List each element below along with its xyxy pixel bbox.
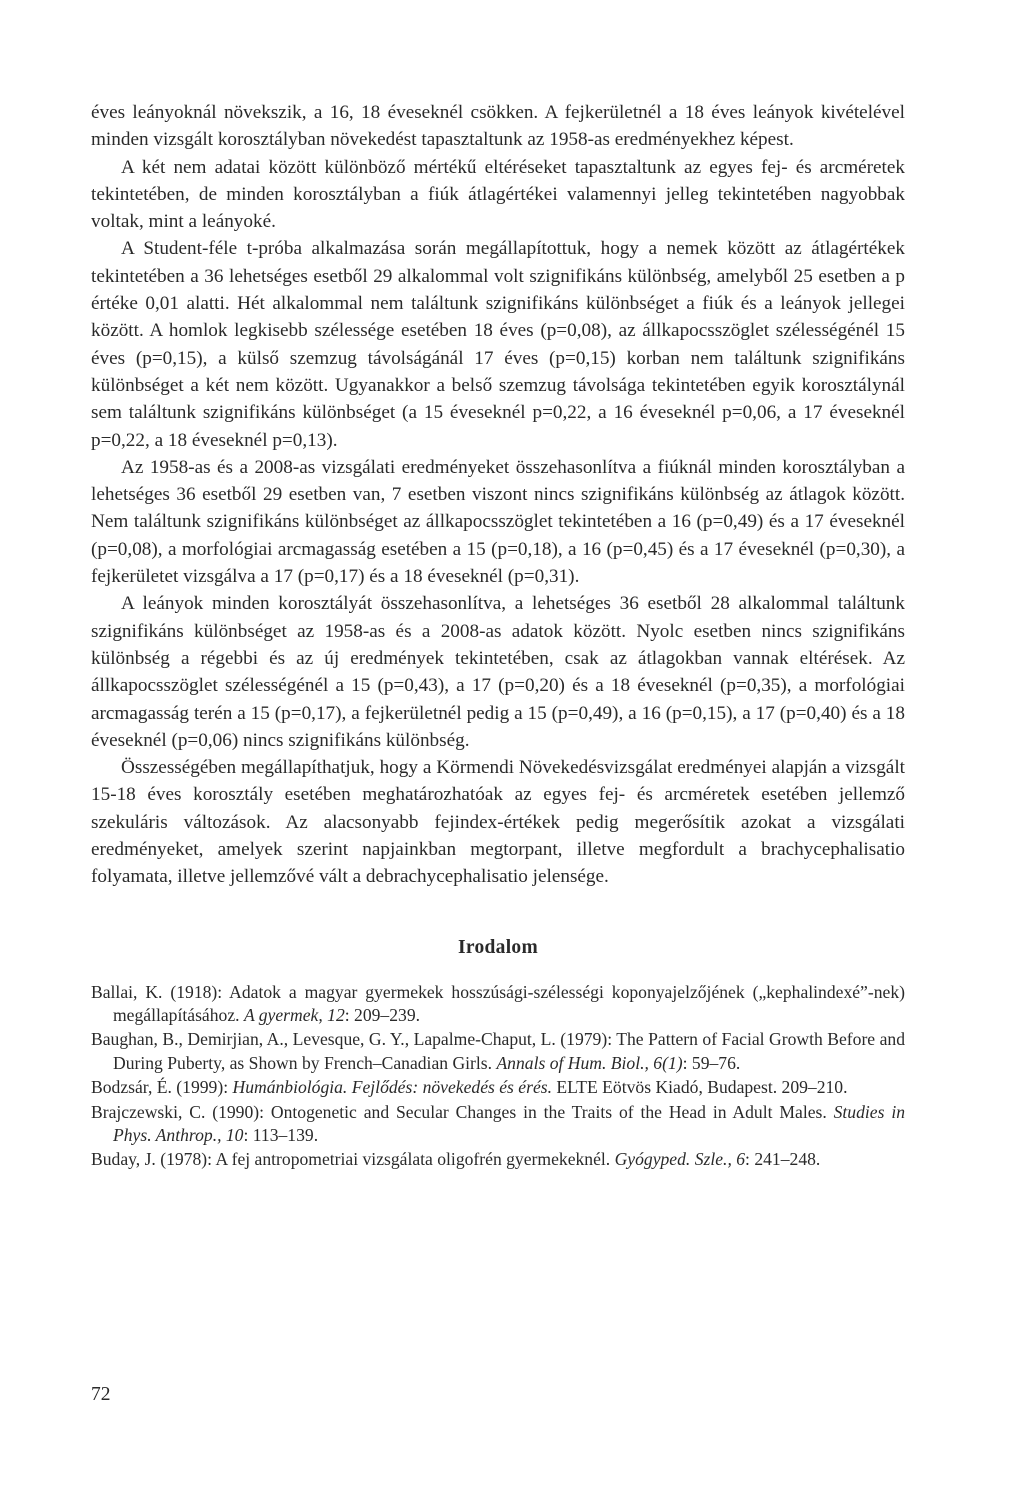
reference-pages: : 209–239. (344, 1005, 421, 1026)
reference-pages: ELTE Eötvös Kiadó, Budapest. 209–210. (552, 1077, 848, 1098)
references-heading: Irodalom (457, 936, 539, 958)
reference-item (91, 1076, 905, 1099)
reference-list (91, 981, 905, 1172)
reference-text: Ballai, K. (1918): Adatok a magyar gyermekek hosszúsági-szélességi koponyajelzőjének („kephalindexé”-nek) megállapításához. (91, 981, 905, 1026)
reference-text: Baughan, B., Demirjian, A., Levesque, G. Y., Lapalme-Chaput, L. (1979): The Pattern of Facial Growth Before and During Puberty, as Shown by French–Canadian Girls. (91, 1029, 905, 1073)
reference-source: A gyermek, 12 (243, 1005, 345, 1026)
paragraph-1: éves leányoknál növekszik, a 16, 18 éveseknél csökken. A fejkerületnél a 18 éves leányok kivételével minden vizsgált korosztályban növekedést tapasztaltunk az 1958-as eredményekhez képest. (91, 102, 905, 151)
reference-pages: : 113–139. (243, 1125, 319, 1146)
reference-item (91, 1101, 905, 1148)
reference-text: Buday, J. (1978): A fej antropometriai vizsgálata oligofrén gyermekeknél. (91, 1149, 615, 1170)
reference-source: Humánbiológia. Fejlődés: növekedés és érés. (232, 1077, 553, 1098)
reference-source: Studies in Phys. Anthrop., 10 (113, 1101, 905, 1146)
reference-source: Gyógyped. Szle., 6 (614, 1149, 746, 1170)
reference-item (91, 981, 905, 1028)
reference-text: Bodzsár, É. (1999): (91, 1077, 233, 1098)
paragraph-4: Az 1958-as és a 2008-as vizsgálati eredményeket összehasonlítva a fiúknál minden korosztályban a lehetséges 36 esetből 29 esetben van, 7 esetben viszont nincs szignifikáns különbség az átlagok között. Nem találtunk szignifikáns különbséget az állkapocsszöglet tekintetében a 16 (p=0,49) és a 17 éveseknél (p=0,08), a morfológiai arcmagasság esetében a 15 (p=0,18), a 16 (p=0,45) és a 17 éveseknél (p=0,30), a fejkerületet vizsgálva a 17 (p=0,17) és a 18 éveseknél (p=0,31). (91, 456, 905, 588)
reference-pages: : 59–76. (682, 1052, 741, 1073)
reference-source: Annals of Hum. Biol., 6(1) (496, 1052, 683, 1073)
reference-item (91, 1148, 905, 1171)
paragraph-3: A Student-féle t-próba alkalmazása során megállapítottuk, hogy a nemek között az átlagértékek tekintetében a 36 lehetséges esetből 29 alkalommal volt szignifikáns különbség, amelyből 25 esetben a p értéke 0,01 alatti. Hét alkalommal nem találtunk szignifikáns különbséget a fiúk és a leányok jellegei között. A homlok legkisebb szélessége esetében 18 éves (p=0,08), az állkapocsszöglet szélességénél 15 éves (p=0,15), a külső szemzug távolságánál 17 éves (p=0,15) korban nem találtunk szignifikáns különbséget a két nem között. Ugyanakkor a belső szemzug távolsága tekintetében egyik korosztálynál sem találtunk szignifikáns különbséget (a 15 éveseknél p=0,22, a 16 éveseknél p=0,06, a 17 éveseknél p=0,22, a 18 éveseknél p=0,13). (91, 238, 905, 451)
paragraph-6: Összességében megállapíthatjuk, hogy a Körmendi Növekedésvizsgálat eredményei alapján a vizsgált 15-18 éves korosztály esetében meghatározhatóak az egyes fej- és arcméretek esetében jellemző szekuláris változások. Az alacsonyabb fejindex-értékek pedig megerősítik azokat a vizsgálati eredményeket, amelyek szerint napjainkban megtorpant, illetve megfordult a brachycephalisatio folyamata, illetve jellemzővé vált a debrachycephalisatio jelensége. (91, 757, 905, 888)
page-body (91, 99, 905, 1173)
reference-item (91, 1028, 905, 1075)
reference-text: Brajczewski, C. (1990): Ontogenetic and Secular Changes in the Traits of the Head in Adult Males. (91, 1101, 834, 1122)
paragraph-5: A leányok minden korosztályát összehasonlítva, a lehetséges 36 esetből 28 alkalommal találtunk szignifikáns különbséget az 1958-as és a 2008-as adatok között. Nyolc esetben nincs szignifikáns különbség a régebbi és az új eredmények tekintetében, csak az átlagokban vannak eltérések. Az állkapocsszöglet szélességénél a 15 (p=0,43), a 17 (p=0,20) és a 18 éveseknél (p=0,35), a morfológiai arcmagasság terén a 15 (p=0,17), a fejkerületnél pedig a 15 (p=0,49), a 16 (p=0,15), a 17 (p=0,40) és a 18 éveseknél (p=0,06) nincs szignifikáns különbség. (91, 593, 905, 751)
page-number: 72 (91, 1384, 111, 1405)
paragraph-2: A két nem adatai között különböző mértékű eltéréseket tapasztaltunk az egyes fej- és arcméretek tekintetében, de minden korosztályban a fiúk átlagértékei valamennyi jelleg tekintetében nagyobbak voltak, mint a leányoké. (91, 156, 905, 233)
reference-pages: : 241–248. (745, 1149, 821, 1170)
